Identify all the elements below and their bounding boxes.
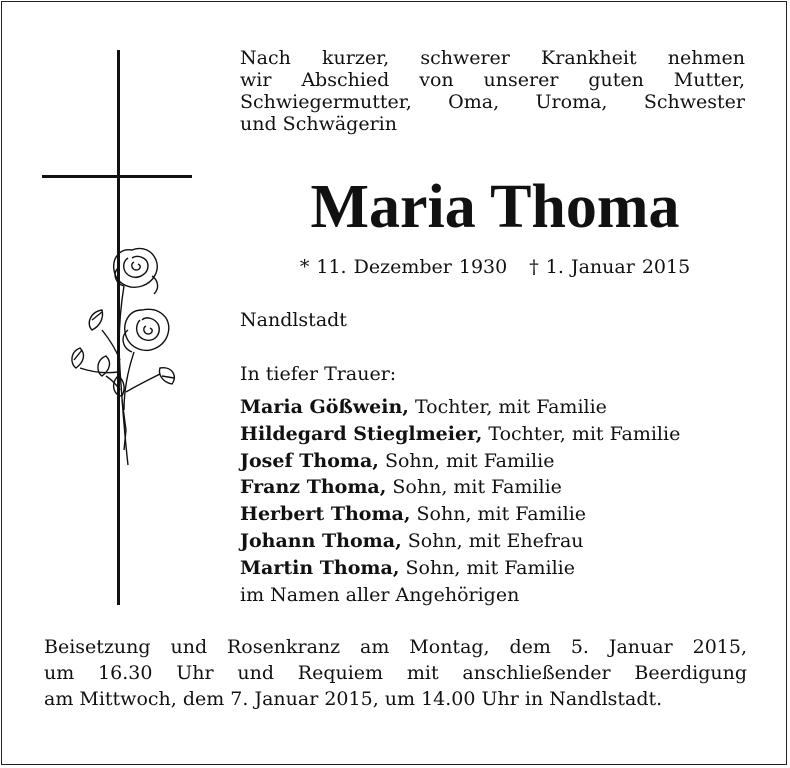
member-relation: Sohn, mit Ehefrau (407, 529, 584, 552)
family-list (240, 394, 760, 608)
intro-line: wir Abschied von unserer guten Mutter, (240, 69, 745, 91)
member-relation: Sohn, mit Familie (405, 556, 575, 579)
family-member (240, 421, 760, 448)
mourning-label: In tiefer Trauer: (240, 363, 397, 385)
family-member (240, 528, 760, 555)
member-name: Martin Thoma, (240, 556, 400, 579)
funeral-line: um 16.30 Uhr und Requiem mit anschließender Beerdigung (44, 662, 747, 684)
member-relation: Sohn, mit Familie (416, 503, 587, 526)
member-name: Herbert Thoma, (240, 503, 411, 526)
closing-line: im Namen aller Angehörigen (240, 583, 520, 606)
roses-icon (62, 240, 192, 480)
member-relation: Sohn, mit Familie (392, 476, 562, 499)
birth-date: * 11. Dezember 1930 (299, 256, 508, 278)
family-member (240, 394, 760, 421)
intro-line: und Schwägerin (240, 113, 397, 135)
funeral-line: Beisetzung und Rosenkranz am Montag, dem 5. Januar 2015, (44, 636, 747, 658)
intro-line: Schwiegermutter, Oma, Uroma, Schwester (240, 91, 745, 113)
funeral-line: am Mittwoch, dem 7. Januar 2015, um 14.00 Uhr in Nandlstadt. (44, 688, 663, 710)
member-name: Franz Thoma, (240, 476, 387, 499)
family-member (240, 448, 760, 475)
life-dates (240, 255, 750, 279)
family-member (240, 501, 760, 528)
member-name: Josef Thoma, (240, 449, 379, 472)
member-relation: Sohn, mit Familie (384, 449, 555, 472)
member-name: Hildegard Stieglmeier, (240, 422, 483, 445)
funeral-details (44, 634, 747, 712)
member-relation: Tochter, mit Familie (414, 396, 607, 418)
member-relation: Tochter, mit Familie (488, 422, 681, 445)
member-name: Johann Thoma, (240, 529, 402, 552)
family-member (240, 555, 760, 582)
member-name: Maria Gößwein, (240, 396, 409, 418)
intro-text (240, 47, 745, 135)
deceased-name: Maria Thoma (310, 173, 680, 241)
family-member (240, 474, 760, 501)
death-date: † 1. Januar 2015 (529, 256, 691, 278)
cross-horizontal-beam (42, 175, 192, 178)
intro-line: Nach kurzer, schwerer Krankheit nehmen (240, 47, 745, 69)
place: Nandlstadt (240, 309, 347, 331)
